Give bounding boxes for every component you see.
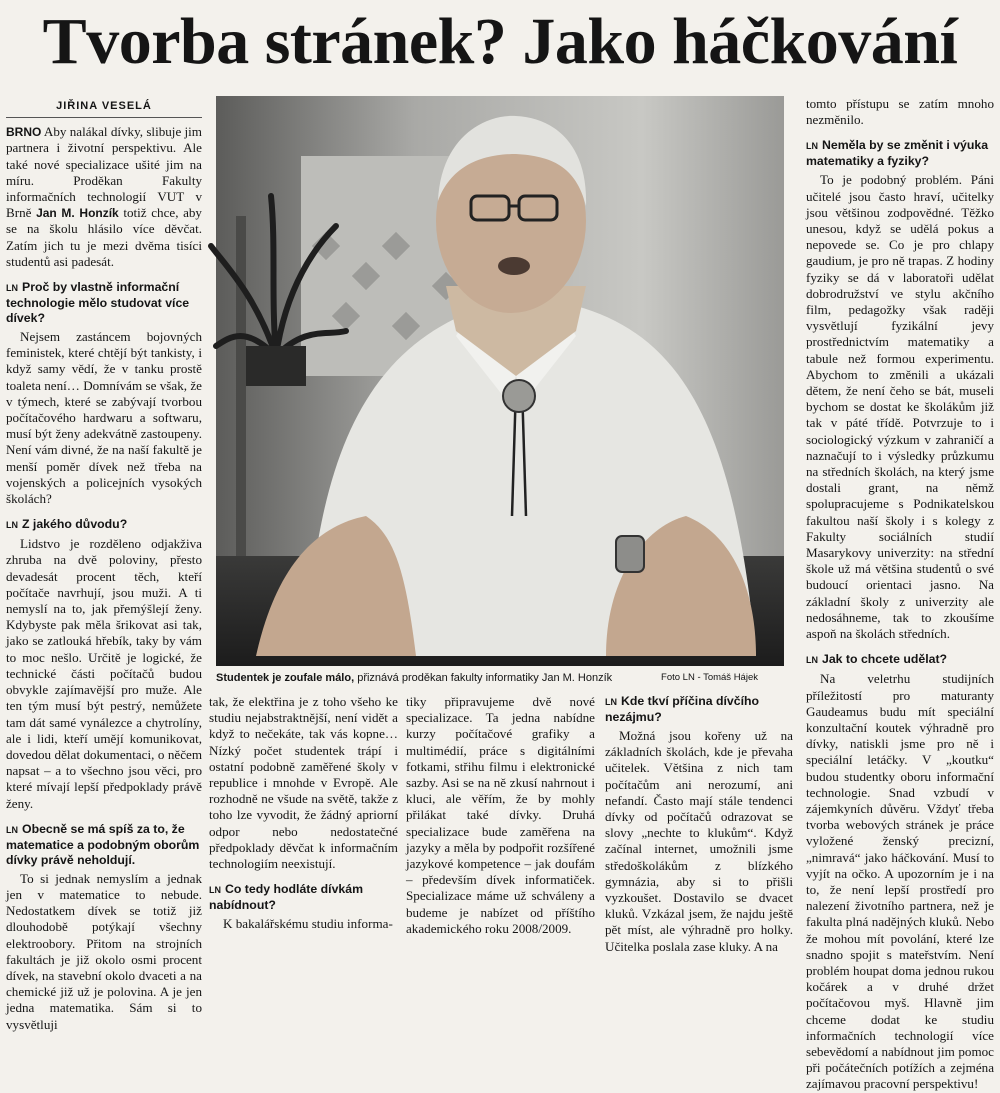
ln-tag: LN: [605, 697, 617, 707]
question-1: LN Proč by vlastně informační technologie mělo studovat více dívek?: [6, 280, 190, 326]
question-4: LN Co tedy hodláte dívkám nabídnout?: [209, 882, 364, 913]
answer-6: To je podobný problém. Páni učitelé jsou často hraví, učitelky jsou většinou zodpovědné. Těžko unesou, když se udělá pokus a nepovede se. Co je pro chlapy gaudium, je pro ně trapas. Z hodiny fyziky se dá v laboratoři udělat dobrodružství ve stylu akčního film, pedagožky však raději vysvětlují fyzikální jevy prostřednictvím matematiky a tabule než formou experimentu. Abychom to změnili a ukázali dětem, že není čeho se bát, museli bychom se dostat ke školákům již tak v páté třídě. Potvrzuje to i sociologický výzkum v zahraničí a naznačují to i výsledky průzkumu na středních školách, na který jsme dostali grant, na němž spolupracujeme s Podnikatelskou fakultou naší školy i s kolegy z Fakulty sociálních studií Masarykovy univerzity: na střední škole už má většina studentů o své budoucí orientaci jasno. Na základní školy z univerzity ale nedosáhneme, tak to zkoušíme aspoň na školách středních.: [806, 172, 994, 642]
ln-tag: LN: [6, 283, 18, 294]
ln-tag: LN: [209, 885, 221, 896]
caption-lead: Studentek je zoufale málo,: [216, 672, 355, 684]
interview-photo: [216, 96, 784, 666]
column-2: [209, 694, 398, 932]
column-3: [406, 694, 595, 936]
dateline: BRNO: [6, 125, 42, 140]
intro-paragraph: BRNO Aby nalákal dívky, slibuje jim partnera i životní perspektivu. Ale také nové specializace ušité jim na míru. Proděkan Fakulty informačních technologií VUT v Brně Jan M. Honzík totiž chce, aby se na školu hlásilo více děvčat. Zatím jich tu je mezi dvěma tisíci studentů asi padesát.: [6, 124, 202, 269]
ln-tag: LN: [806, 141, 818, 152]
answer-7: Na veletrhu studijních příležitostí pro maturanty Gaudeamus budu mít speciální konzultační koutek výhradně pro dívky, natiskli jsme pro ně i speciální letáčky. V „koutku“ budou studentky oboru informační technologie. Snad vzbudí v zájemkyních důvěru. Vždyť třeba tvorba webových stránek je práce vyložené ženský precizní, „nimravá“ jako háčkování. Musí to vyjít na očko. A upozorním je i na to, že není lepší prostředí pro nalezení životního partnera, než je fakulta plná nadějných kluků. Nebo že mohou mít povolání, které lze snadno spojit s mateřstvím. Není problém houpat doma jednou rukou kočárek a v druhé držet počítačovou myš. Hlavně jim chceme dodat ke studiu informačních technologií více sebevědomí a nabídnout jim pomoc při počátečních potížích a zejména zajímavou pracovní perspektivu!: [806, 671, 994, 1092]
column-4: [605, 694, 793, 954]
ln-tag: LN: [806, 655, 818, 666]
question-2: LN Z jakého důvodu?: [6, 517, 128, 532]
person-name: Jan M. Honzík: [36, 206, 119, 221]
answer-5: Možná jsou kořeny už na základních školách, kde je převaha učitelek. Většina z nich tam počítačům ani nerozumí, ani nefandí. Často mají stále tendenci dívky od počítačů odrazovat se slovy „nechte to klukům“. Když začínal internet, umožnili jsme středoškolákům z blízkého gymnázia, aby si to přišli vyzkoušet. Dostavilo se dvacet kluků. Vzkázal jsem, že najdu ještě pět míst, ale výhradně pro holky. Učitelka poslala zase kluky. A na: [605, 728, 793, 954]
question-5: LN Kde tkví příčina dívčího nezájmu?: [605, 694, 760, 724]
photo-illustration: [216, 96, 784, 666]
column-1: [6, 96, 202, 1032]
ln-tag: LN: [6, 824, 18, 835]
column-2-paragraph: tak, že elektřina je z toho všeho ke studiu nejabstraktnější, není vidět a když to nečekáte, tak vás kopne… Nízký počet studentek trápí i ostatní podobně zaměřené školy v republice i mnohde v Evropě. Ale rozhodně ne všude na světě, takže z toho lze vyvodit, že žádný apriorní odpor nebo nedostatečné předpoklady děvčat k informačním technologiím neexistují.: [209, 694, 398, 872]
question-7: LN Jak to chcete udělat?: [806, 652, 948, 667]
headline: Tvorba stránek? Jako háčkování: [42, 5, 958, 78]
byline: JIŘINA VESELÁ: [6, 96, 202, 118]
photo-credit: Foto LN - Tomáš Hájek: [661, 672, 758, 683]
question-6: LN Neměla by se změnit i výuka matematiky a fyziky?: [806, 138, 989, 169]
caption-text: přiznává proděkan fakulty informatiky Jan M. Honzík: [354, 672, 613, 684]
answer-4-start: K bakalářskému studiu informa-: [223, 916, 393, 932]
answer-2: Lidstvo je rozděleno odjakživa zhruba na dvě poloviny, přesto devadesát procent těch, kteří počítače navrhují, jsou muži. A ti nemyslí na to, jak přemýšlejí ženy. Kdybyste pak měla šrikovat asi tak, jako se zatlouká hřebík, taky by vám to moc nešlo. Určitě je logické, že technické části počítačů budou obvykle zajímavější pro muže. Ale ten tým musí být pestrý, nemůžete tam dát samé vynálezce a chytrolíny, ale i lidi, kteří umějí komunikovat, dovedou dělat dokumentaci, o něčem napsat – a to všechno jsou věci, pro které mívají lepší předpoklady právě ženy.: [6, 536, 202, 811]
answer-1: Nejsem zastáncem bojovných feministek, které chtějí být tankisty, i když samy vědí, že v tanku prostě toaleta není… Domnívám se však, že v týmech, které se zabývají tvorbou počítačového hardwaru a softwaru, musí být ženy adekvátně zastoupeny. Není vám divné, že na naší fakultě je menší poměr dívek než třeba na vojenských a policejních vysokých školách?: [6, 329, 202, 507]
column-3-paragraph: tiky připravujeme dvě nové specializace. Ta jedna nabídne kurzy počítačové grafiky a multimédií, práce s digitálními fotkami, střihu filmu i elektronické sazby. Asi se na ně zkusí nahrnout i kluci, ale věřím, že by mohly přilákat také dívky. Druhá specializace bude zaměřena na jazyky a měla by podpořit rozšířené jazykové kompetence – jak doufám – především dívek informatiček. Specializace máme už schváleny a budeme je nabízet od příštího akademického roku 2008/2009.: [406, 694, 595, 936]
question-3: LN Obecně se má spíš za to, že matematice a podobným oborům dívky právě neholdují.: [6, 821, 200, 867]
column-5: [806, 96, 994, 1092]
column-5-continuation: tomto přístupu se zatím mnoho nezměnilo.: [806, 96, 994, 128]
photo-caption: [216, 670, 784, 686]
ln-tag: LN: [6, 520, 18, 531]
answer-3: To si jednak nemyslím a jednak jen v matematice to nebude. Nedostatkem dívek se totiž již dlouhodobě potýkají všechny elektroobory. Přitom na strojních fakultách je již okolo osmi procent dívek, na stavební okolo dvaceti a na chemické již už je polovina. A je jen jedna matematika. Sám si to vysvětluji: [6, 870, 202, 1032]
